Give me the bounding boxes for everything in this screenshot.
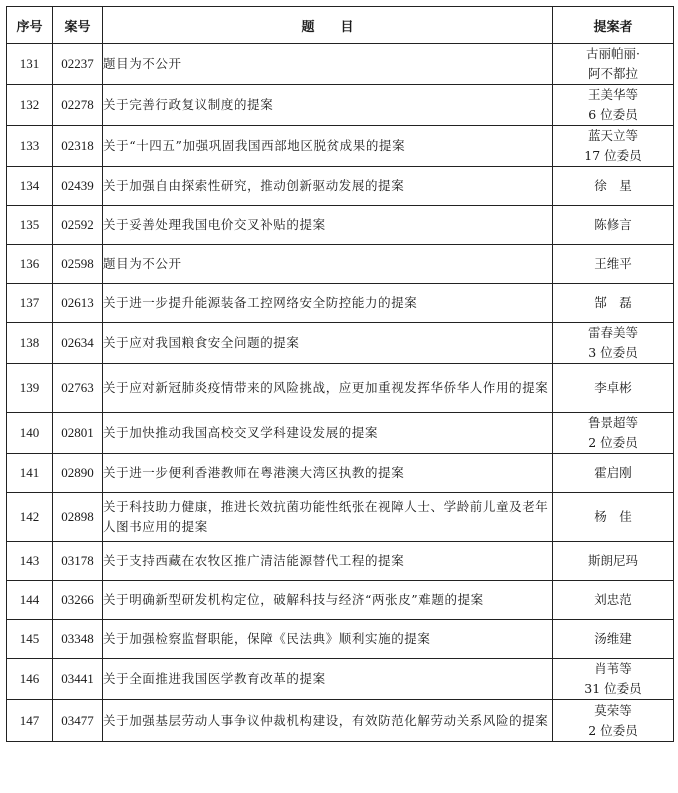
table-row <box>7 167 674 206</box>
row-seq: 139 <box>7 364 53 413</box>
table-row <box>7 581 674 620</box>
row-case-number: 03178 <box>53 542 103 581</box>
row-case-number: 02613 <box>53 284 103 323</box>
row-seq: 135 <box>7 206 53 245</box>
row-case-number: 02634 <box>53 323 103 364</box>
row-submitter <box>553 284 674 323</box>
row-title: 关于“十四五”加强巩固我国西部地区脱贫成果的提案 <box>103 126 553 167</box>
row-case-number: 02237 <box>53 44 103 85</box>
row-title: 题目为不公开 <box>103 245 553 284</box>
table-row <box>7 85 674 126</box>
table-row <box>7 493 674 542</box>
table-row <box>7 620 674 659</box>
row-submitter <box>553 454 674 493</box>
table-row <box>7 659 674 700</box>
row-title: 题目为不公开 <box>103 44 553 85</box>
submitter-line: 31 位委员 <box>584 681 642 696</box>
row-title: 关于全面推进我国医学教育改革的提案 <box>103 659 553 700</box>
proposal-table <box>6 6 674 742</box>
row-title: 关于妥善处理我国电价交叉补贴的提案 <box>103 206 553 245</box>
row-case-number: 02318 <box>53 126 103 167</box>
submitter-line: 徐 星 <box>594 178 632 193</box>
row-case-number: 02439 <box>53 167 103 206</box>
row-seq: 142 <box>7 493 53 542</box>
row-title: 关于完善行政复议制度的提案 <box>103 85 553 126</box>
submitter-line: 雷春美等 <box>587 325 638 340</box>
submitter-line: 斯朗尼玛 <box>587 553 638 568</box>
table-row <box>7 323 674 364</box>
row-submitter <box>553 167 674 206</box>
header-row <box>7 7 674 44</box>
table-row <box>7 542 674 581</box>
submitter-line: 2 位委员 <box>588 435 638 450</box>
row-title: 关于加强基层劳动人事争议仲裁机构建设，有效防范化解劳动关系风险的提案 <box>103 700 553 742</box>
submitter-line: 陈修言 <box>594 217 632 232</box>
submitter-line: 杨 佳 <box>594 509 632 524</box>
row-case-number: 03477 <box>53 700 103 742</box>
row-title: 关于加强自由探索性研究，推动创新驱动发展的提案 <box>103 167 553 206</box>
submitter-line: 17 位委员 <box>584 148 642 163</box>
row-submitter <box>553 620 674 659</box>
submitter-line: 肖苇等 <box>594 661 632 676</box>
row-seq: 131 <box>7 44 53 85</box>
table-row <box>7 413 674 454</box>
row-submitter <box>553 206 674 245</box>
row-case-number: 02801 <box>53 413 103 454</box>
row-submitter <box>553 323 674 364</box>
submitter-line: 刘忠范 <box>594 592 632 607</box>
submitter-line: 3 位委员 <box>588 345 638 360</box>
table-row <box>7 245 674 284</box>
table-row <box>7 126 674 167</box>
row-submitter <box>553 126 674 167</box>
row-seq: 147 <box>7 700 53 742</box>
table-row <box>7 206 674 245</box>
row-case-number: 02763 <box>53 364 103 413</box>
submitter-line: 李卓彬 <box>594 380 632 395</box>
row-seq: 140 <box>7 413 53 454</box>
row-title: 关于加强检察监督职能，保障《民法典》顺利实施的提案 <box>103 620 553 659</box>
row-case-number: 02598 <box>53 245 103 284</box>
submitter-line: 2 位委员 <box>588 722 638 738</box>
submitter-line: 鲁景超等 <box>587 415 638 430</box>
row-seq: 136 <box>7 245 53 284</box>
row-title: 关于进一步便利香港教师在粤港澳大湾区执教的提案 <box>103 454 553 493</box>
table-row <box>7 44 674 85</box>
row-case-number: 03348 <box>53 620 103 659</box>
row-seq: 132 <box>7 85 53 126</box>
header-case: 案号 <box>53 7 103 44</box>
row-case-number: 03266 <box>53 581 103 620</box>
submitter-line: 阿不都拉 <box>587 66 638 81</box>
row-title: 关于进一步提升能源装备工控网络安全防控能力的提案 <box>103 284 553 323</box>
header-seq: 序号 <box>7 7 53 44</box>
row-submitter <box>553 581 674 620</box>
row-title: 关于科技助力健康，推进长效抗菌功能性纸张在视障人士、学龄前儿童及老年人图书应用的提案 <box>103 493 553 542</box>
row-submitter <box>553 245 674 284</box>
row-submitter <box>553 364 674 413</box>
table-row <box>7 364 674 413</box>
row-submitter <box>553 44 674 85</box>
table-row <box>7 700 674 742</box>
row-case-number: 02898 <box>53 493 103 542</box>
submitter-line: 王维平 <box>594 256 632 271</box>
row-seq: 141 <box>7 454 53 493</box>
row-case-number: 02890 <box>53 454 103 493</box>
row-submitter <box>553 542 674 581</box>
row-title: 关于应对我国粮食安全问题的提案 <box>103 323 553 364</box>
row-seq: 137 <box>7 284 53 323</box>
row-seq: 146 <box>7 659 53 700</box>
submitter-line: 郜 磊 <box>594 295 632 310</box>
row-seq: 144 <box>7 581 53 620</box>
row-submitter <box>553 659 674 700</box>
row-submitter <box>553 493 674 542</box>
submitter-line: 霍启刚 <box>594 465 632 480</box>
row-seq: 145 <box>7 620 53 659</box>
row-seq: 134 <box>7 167 53 206</box>
submitter-line: 汤维建 <box>594 631 632 646</box>
row-submitter <box>553 413 674 454</box>
table-row <box>7 454 674 493</box>
table-row <box>7 284 674 323</box>
header-title: 题 目 <box>103 7 553 44</box>
submitter-line: 古丽帕丽· <box>586 46 640 61</box>
submitter-line: 6 位委员 <box>588 107 638 122</box>
submitter-line: 莫荣等 <box>594 702 632 718</box>
row-submitter <box>553 85 674 126</box>
row-title: 关于应对新冠肺炎疫情带来的风险挑战，应更加重视发挥华侨华人作用的提案 <box>103 364 553 413</box>
row-case-number: 03441 <box>53 659 103 700</box>
row-title: 关于明确新型研发机构定位，破解科技与经济“两张皮”难题的提案 <box>103 581 553 620</box>
row-case-number: 02278 <box>53 85 103 126</box>
submitter-line: 王美华等 <box>587 87 638 102</box>
header-submitter: 提案者 <box>553 7 674 44</box>
submitter-line: 蓝天立等 <box>587 128 638 143</box>
row-submitter <box>553 700 674 742</box>
row-title: 关于加快推动我国高校交叉学科建设发展的提案 <box>103 413 553 454</box>
row-seq: 138 <box>7 323 53 364</box>
row-seq: 133 <box>7 126 53 167</box>
row-case-number: 02592 <box>53 206 103 245</box>
row-seq: 143 <box>7 542 53 581</box>
row-title: 关于支持西藏在农牧区推广清洁能源替代工程的提案 <box>103 542 553 581</box>
